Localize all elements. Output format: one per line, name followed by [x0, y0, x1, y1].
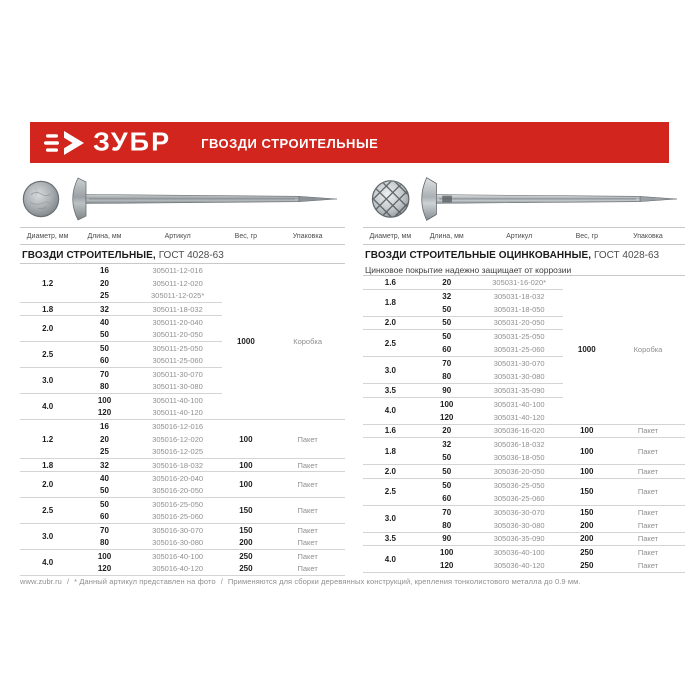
- diameter-cell: 4.0: [363, 397, 418, 424]
- diameter-cell: 1.8: [20, 459, 75, 472]
- weight-cell: 100: [222, 459, 271, 472]
- packaging-cell: Коробка: [270, 264, 345, 420]
- length-cell: 40: [100, 317, 109, 327]
- diameter-cell: 1.8: [20, 303, 75, 316]
- diameter-cell: 2.0: [363, 316, 418, 330]
- weight-cell: 250: [222, 563, 271, 576]
- diameter-cell: 2.0: [363, 465, 418, 479]
- length-cell: 70: [100, 369, 109, 379]
- packaging-cell: Пакет: [611, 478, 685, 505]
- separator: /: [220, 577, 223, 586]
- right-column: [363, 170, 685, 573]
- sku-cell: 305016-30-080: [134, 537, 222, 550]
- table-row: [20, 472, 345, 485]
- length-cell: 50: [100, 343, 109, 353]
- packaging-cell: Пакет: [637, 548, 659, 557]
- left-column: [20, 170, 345, 576]
- sku-cell: 305011-12-025*: [134, 290, 222, 303]
- sku-cell: 305031-25-060: [476, 343, 563, 357]
- sku-cell: 305031-40-120: [476, 411, 563, 425]
- col-header-cell: Длина, мм: [418, 228, 476, 245]
- col-header-cell: Вес, гр: [563, 228, 611, 245]
- diameter-cell: 2.5: [20, 342, 75, 368]
- weight-cell: 200: [563, 519, 611, 533]
- diameter-cell: 1.6: [363, 424, 418, 438]
- packaging-cell: Пакет: [270, 472, 345, 498]
- length-cell: 90: [418, 532, 476, 546]
- sku-cell: 305036-35-090: [476, 532, 563, 546]
- sku-cell: 305011-25-060: [134, 355, 222, 368]
- zubr-logo-icon: [44, 130, 86, 156]
- length-cell: 32: [75, 459, 134, 472]
- length-cell: 32: [442, 440, 452, 449]
- col-header-cell: Артикул: [134, 228, 222, 245]
- sku-cell: 305031-18-050: [476, 303, 563, 317]
- length-cell: 70: [442, 507, 452, 517]
- sku-cell: 305036-20-050: [476, 465, 563, 479]
- weight-cell: 100: [563, 438, 611, 465]
- weight-cell: 250: [580, 548, 594, 557]
- length-cell: 20: [418, 424, 476, 438]
- table-row: [20, 550, 345, 563]
- length-cell: 25: [75, 290, 134, 303]
- sku-cell: 305016-20-040: [152, 473, 204, 483]
- table-row: [363, 438, 685, 452]
- sku-cell: 305036-25-060: [476, 492, 563, 506]
- sku-cell: 305016-12-016: [152, 421, 204, 431]
- sku-cell: 305036-25-050: [493, 480, 545, 490]
- length-cell: 100: [97, 395, 112, 405]
- table-row: [363, 478, 685, 492]
- sku-cell: 305031-35-090: [476, 384, 563, 398]
- table-row: [363, 546, 685, 560]
- weight-cell: 200: [563, 532, 611, 546]
- diameter-cell: 1.6: [363, 276, 418, 290]
- diameter-cell: 4.0: [20, 550, 75, 576]
- sku-cell: 305016-25-060: [134, 511, 222, 524]
- table-row: [363, 276, 685, 290]
- nail-side-icon: [67, 174, 343, 224]
- sku-cell: 305011-40-100: [152, 395, 203, 405]
- length-cell: 100: [440, 399, 454, 409]
- page-footer: [20, 577, 685, 586]
- sku-cell: 305036-40-120: [476, 559, 563, 573]
- sku-cell: 305011-30-080: [134, 381, 222, 394]
- nails-table-plain: [20, 227, 345, 576]
- nail-head-checkered-icon: [369, 175, 412, 223]
- weight-cell: 100: [222, 472, 271, 498]
- sku-cell: 305016-30-070: [152, 525, 204, 535]
- col-header-cell: Диаметр, мм: [20, 228, 75, 245]
- sku-cell: 305011-20-050: [134, 329, 222, 342]
- diameter-cell: 2.5: [363, 330, 418, 357]
- length-cell: 50: [418, 303, 476, 317]
- sku-cell: 305036-40-100: [493, 548, 545, 557]
- weight-cell: 150: [563, 478, 611, 505]
- length-cell: 50: [442, 332, 452, 341]
- section-title-row: [20, 245, 345, 264]
- diameter-cell: 3.5: [363, 532, 418, 546]
- weight-cell: 150: [580, 507, 594, 517]
- weight-cell: 100: [563, 424, 611, 438]
- weight-cell: 150: [239, 525, 253, 535]
- banner-title: ГВОЗДИ СТРОИТЕЛЬНЫЕ: [201, 135, 379, 151]
- diameter-cell: 1.2: [20, 420, 75, 459]
- table-row: [363, 424, 685, 438]
- packaging-cell: Пакет: [270, 563, 345, 576]
- packaging-cell: Пакет: [611, 424, 685, 438]
- packaging-cell: Пакет: [270, 537, 345, 550]
- weight-cell: 1000: [222, 264, 271, 420]
- footer-site-link: www.zubr.ru: [20, 577, 62, 586]
- diameter-cell: 2.0: [20, 316, 75, 342]
- length-cell: 16: [100, 265, 109, 275]
- sku-cell: 305011-40-120: [134, 407, 222, 420]
- packaging-cell: Пакет: [611, 438, 685, 465]
- brand-banner: [30, 122, 669, 163]
- sku-cell: 305011-12-016: [152, 265, 203, 275]
- length-cell: 50: [75, 485, 134, 498]
- sku-cell: 305036-18-032: [493, 440, 545, 449]
- weight-cell: 100: [563, 465, 611, 479]
- packaging-cell: Пакет: [611, 559, 685, 573]
- length-cell: 60: [75, 355, 134, 368]
- table-row: [363, 465, 685, 479]
- diameter-cell: 4.0: [20, 394, 75, 420]
- sku-cell: 305011-12-020: [152, 278, 203, 288]
- sku-cell: 305036-30-080: [476, 519, 563, 533]
- section-title-cell: ГВОЗДИ СТРОИТЕЛЬНЫЕ, ГОСТ 4028-63: [20, 245, 345, 264]
- length-cell: 100: [440, 548, 454, 557]
- length-cell: 100: [97, 551, 112, 561]
- sku-cell: 305011-18-032: [134, 303, 222, 316]
- packaging-cell: Пакет: [297, 551, 318, 561]
- length-cell: 120: [418, 559, 476, 573]
- packaging-cell: Пакет: [611, 519, 685, 533]
- length-cell: 50: [418, 316, 476, 330]
- diameter-cell: 3.0: [363, 505, 418, 532]
- table-row: [20, 264, 345, 277]
- col-header-cell: Упаковка: [611, 228, 685, 245]
- sku-cell: 305011-25-050: [152, 343, 203, 353]
- packaging-cell: Пакет: [270, 420, 345, 459]
- length-cell: 50: [418, 451, 476, 465]
- nail-side-icon: [417, 174, 685, 224]
- diameter-cell: 1.8: [363, 289, 418, 316]
- weight-cell: 150: [222, 498, 271, 524]
- table-row: [20, 420, 345, 433]
- packaging-cell: Пакет: [611, 532, 685, 546]
- length-cell: 60: [418, 343, 476, 357]
- sku-cell: 305031-30-070: [493, 359, 545, 368]
- sku-cell: 305016-12-025: [134, 446, 222, 459]
- table-row: [20, 524, 345, 537]
- diameter-cell: 3.5: [363, 384, 418, 398]
- packaging-cell: Пакет: [611, 465, 685, 479]
- section-title-cell: ГВОЗДИ СТРОИТЕЛЬНЫЕ ОЦИНКОВАННЫЕ, ГОСТ 4028-63 Цинковое покрытие надежно защищает от коррозии: [363, 245, 685, 276]
- length-cell: 32: [442, 291, 452, 301]
- table-row: [20, 459, 345, 472]
- sku-cell: 305016-12-020: [152, 434, 204, 444]
- length-cell: 16: [100, 421, 109, 431]
- packaging-cell: Пакет: [637, 507, 659, 517]
- length-cell: 60: [75, 511, 134, 524]
- diameter-cell: 3.0: [363, 357, 418, 384]
- col-header-cell: Вес, гр: [222, 228, 271, 245]
- length-cell: 120: [75, 407, 134, 420]
- diameter-cell: 3.0: [20, 368, 75, 394]
- weight-cell: 100: [222, 420, 271, 459]
- length-cell: 120: [75, 563, 134, 576]
- diameter-cell: 1.8: [363, 438, 418, 465]
- col-header-cell: Диаметр, мм: [363, 228, 418, 245]
- length-cell: 20: [100, 278, 109, 288]
- length-cell: 90: [418, 384, 476, 398]
- footer-note-asterisk: * Данный артикул представлен на фото: [74, 577, 216, 586]
- diameter-cell: 2.5: [20, 498, 75, 524]
- diameter-cell: 2.0: [20, 472, 75, 498]
- sku-cell: 305031-18-032: [493, 291, 545, 301]
- length-cell: 50: [75, 329, 134, 342]
- length-cell: 80: [418, 519, 476, 533]
- sku-cell: 305016-40-100: [152, 551, 204, 561]
- packaging-cell: Пакет: [297, 525, 318, 535]
- nail-photo-galvanized: [363, 170, 685, 227]
- packaging-cell: Пакет: [270, 498, 345, 524]
- length-cell: 80: [75, 537, 134, 550]
- length-cell: 120: [418, 411, 476, 425]
- sku-cell: 305031-40-100: [493, 399, 545, 409]
- length-cell: 50: [418, 465, 476, 479]
- col-header-cell: Длина, мм: [75, 228, 134, 245]
- length-cell: 70: [100, 525, 109, 535]
- weight-cell: 250: [563, 559, 611, 573]
- sku-cell: 305036-30-070: [493, 507, 545, 517]
- sku-cell: 305016-18-032: [134, 459, 222, 472]
- length-cell: 25: [75, 446, 134, 459]
- col-header-cell: Артикул: [476, 228, 563, 245]
- nails-table-galvanized: [363, 227, 685, 573]
- sku-cell: 305016-25-050: [152, 499, 204, 509]
- diameter-cell: 3.0: [20, 524, 75, 550]
- length-cell: 20: [100, 434, 109, 444]
- nail-head-front-icon: [20, 176, 62, 222]
- sku-cell: 305031-25-050: [493, 332, 545, 341]
- col-header-cell: Упаковка: [270, 228, 345, 245]
- length-cell: 20: [418, 276, 476, 290]
- length-cell: 80: [418, 370, 476, 384]
- nail-photo-plain: [20, 170, 345, 227]
- sku-cell: 305036-16-020: [476, 424, 563, 438]
- packaging-cell: Коробка: [611, 276, 685, 425]
- table-row: [363, 532, 685, 546]
- weight-cell: 250: [239, 551, 253, 561]
- footer-note-usage: Применяются для сборки деревянных конструкций, крепления тонколистового металла до 0.9 мм.: [227, 577, 581, 586]
- length-cell: 32: [75, 303, 134, 316]
- diameter-cell: 1.2: [20, 264, 75, 303]
- sku-cell: 305031-30-080: [476, 370, 563, 384]
- length-cell: 70: [442, 359, 452, 368]
- separator: /: [66, 577, 70, 586]
- section-title-row: [363, 245, 685, 276]
- sku-cell: 305031-16-020*: [476, 276, 563, 290]
- table-header-row: [20, 228, 345, 245]
- sku-cell: 305016-40-120: [134, 563, 222, 576]
- table-row: [363, 505, 685, 519]
- brand-name: ЗУБР: [93, 127, 172, 157]
- length-cell: 40: [100, 473, 109, 483]
- length-cell: 50: [100, 499, 109, 509]
- sku-cell: 305036-18-050: [476, 451, 563, 465]
- weight-cell: 1000: [563, 276, 611, 425]
- length-cell: 60: [418, 492, 476, 506]
- packaging-cell: Пакет: [270, 459, 345, 472]
- table-row: [20, 498, 345, 511]
- zubr-logo: [44, 129, 171, 156]
- sku-cell: 305016-20-050: [134, 485, 222, 498]
- diameter-cell: 2.5: [363, 478, 418, 505]
- sku-cell: 305011-30-070: [152, 369, 203, 379]
- diameter-cell: 4.0: [363, 546, 418, 573]
- length-cell: 50: [442, 480, 452, 490]
- sku-cell: 305031-20-050: [476, 316, 563, 330]
- weight-cell: 200: [222, 537, 271, 550]
- length-cell: 80: [75, 381, 134, 394]
- sku-cell: 305011-20-040: [152, 317, 203, 327]
- table-header-row: [363, 228, 685, 245]
